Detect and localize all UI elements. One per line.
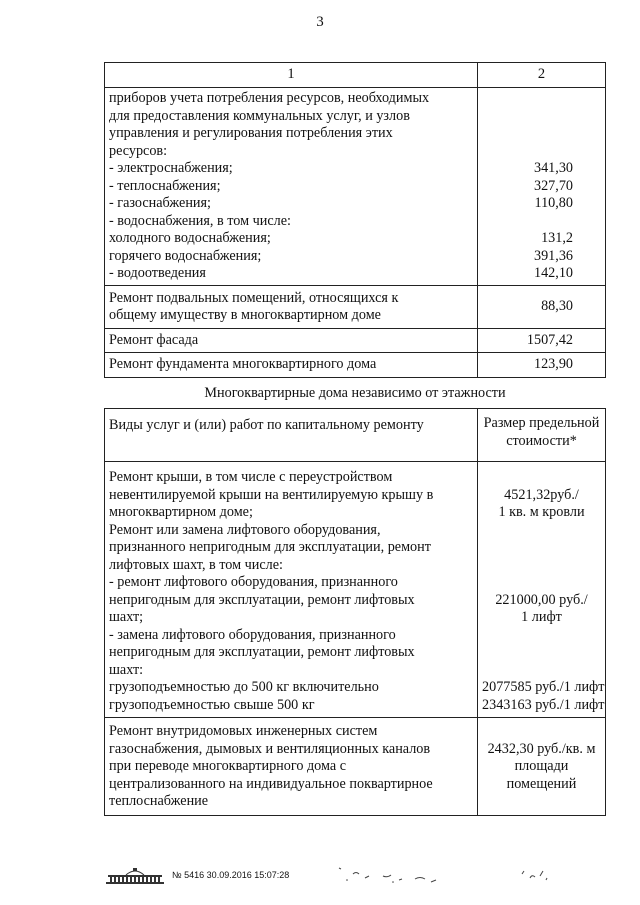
document-registration-number: № 5416 30.09.2016 15:07:28 [172, 870, 290, 881]
roof-lift-description [105, 462, 478, 718]
text-line: - теплоснабжения; [109, 177, 221, 194]
facade-value: 1507,42 [478, 328, 606, 353]
text-line: многоквартирном доме; [109, 504, 253, 520]
text-line: Ремонт крыши, в том числе с переустройством [109, 469, 393, 485]
text-line: Размер предельной [483, 415, 600, 431]
text-line: непригодным для эксплуатации, ремонт лифтовых [109, 591, 415, 608]
basement-row [105, 285, 606, 328]
gas-systems-row [105, 718, 606, 816]
text-line: шахт: [109, 661, 144, 678]
foundation-label: Ремонт фундамента многоквартирного дома [105, 353, 478, 378]
value-roof: 4521,32руб./ [504, 486, 579, 503]
text-line: холодного водоснабжения; [109, 230, 271, 246]
gas-systems-description [105, 718, 478, 816]
text-line: - электроснабжения; [109, 160, 233, 176]
value-heating: 327,70 [533, 177, 573, 194]
text-line: при переводе многоквартирного дома с [109, 758, 347, 774]
facade-label: Ремонт фасада [105, 328, 478, 353]
text-line: Ремонт или замена лифтового оборудования, [109, 521, 381, 538]
text-line: Ремонт подвальных помещений, относящихся к [109, 289, 399, 306]
text-line: - водоснабжения, в том числе: [109, 212, 291, 229]
column-number-row [105, 63, 606, 88]
table-header-row [105, 409, 606, 462]
value-lift-repair: 221000,00 руб./ [495, 591, 588, 608]
text-line: лифтовых шахт, в том числе: [109, 556, 283, 573]
value-lift-over-500: 2343163 руб./1 лифт [482, 696, 605, 713]
value-drainage: 142,10 [533, 265, 573, 281]
cost-table-any-floors [104, 408, 606, 816]
basement-description [105, 285, 478, 328]
text-line: - ремонт лифтового оборудования, признанного [109, 574, 398, 590]
gas-systems-values [478, 718, 606, 816]
value-lift-up-to-500: 2077585 руб./1 лифт [482, 679, 605, 695]
text-line: стоимости* [506, 432, 577, 449]
scan-noise-marks [516, 860, 556, 890]
text-line: приборов учета потребления ресурсов, необходимых [109, 90, 430, 106]
roof-lift-values [478, 462, 606, 718]
text-line: признанного непригодным для эксплуатации, ремонт [109, 539, 431, 555]
header-max-cost [478, 409, 606, 462]
header-works-types: Виды услуг и (или) работ по капитальному ремонту [105, 409, 478, 462]
building-seal-icon [104, 866, 166, 886]
value-gas-unit-1: площади [514, 758, 569, 774]
column-number-2: 2 [478, 63, 606, 88]
text-line: - замена лифтового оборудования, признанного [109, 626, 396, 643]
cost-table-continued [104, 62, 606, 378]
facade-row [105, 328, 606, 353]
registration-footer [104, 866, 289, 886]
text-line: невентилируемой крыши на вентилируемую крышу в [109, 486, 434, 503]
text-line: газоснабжения, дымовых и вентиляционных каналов [109, 740, 431, 757]
meter-devices-values [478, 88, 606, 286]
value-gas-unit-2: помещений [506, 775, 577, 792]
text-line: - газоснабжения; [109, 195, 211, 211]
scan-noise-marks [335, 860, 455, 890]
value-roof-unit: 1 кв. м кровли [498, 504, 585, 520]
text-line: - водоотведения [109, 265, 206, 281]
text-line: непригодным для эксплуатации, ремонт лифтовых [109, 644, 415, 660]
value-electricity: 341,30 [533, 160, 573, 176]
column-number-1: 1 [105, 63, 478, 88]
value-cold-water: 131,2 [541, 230, 573, 246]
text-line: грузоподъемностью свыше 500 кг [109, 696, 315, 713]
value-gas-systems: 2432,30 руб./кв. м [487, 740, 596, 757]
text-line: Ремонт внутридомовых инженерных систем [109, 723, 378, 739]
text-line: теплоснабжение [109, 793, 209, 809]
value-lift-repair-unit: 1 лифт [521, 609, 562, 625]
meter-devices-description [105, 88, 478, 286]
text-line: горячего водоснабжения; [109, 247, 262, 264]
text-line: шахт; [109, 609, 144, 625]
foundation-value: 123,90 [478, 353, 606, 378]
page-number: 3 [316, 14, 324, 30]
foundation-row [105, 353, 606, 378]
roof-lift-row [105, 462, 606, 718]
section-title: Многоквартирные дома независимо от этажности [204, 385, 506, 401]
value-hot-water: 391,36 [533, 247, 573, 264]
text-line: ресурсов: [109, 142, 168, 159]
text-line: общему имуществу в многоквартирном доме [109, 307, 381, 323]
text-line: управления и регулирования потребления этих [109, 125, 393, 141]
text-line: для предоставления коммунальных услуг, и узлов [109, 107, 410, 124]
meter-devices-row [105, 88, 606, 286]
text-line: грузоподъемностью до 500 кг включительно [109, 679, 379, 695]
text-line: централизованного на индивидуальное поквартирное [109, 775, 433, 792]
basement-value: 88,30 [478, 285, 606, 328]
value-gas: 110,80 [534, 195, 573, 211]
